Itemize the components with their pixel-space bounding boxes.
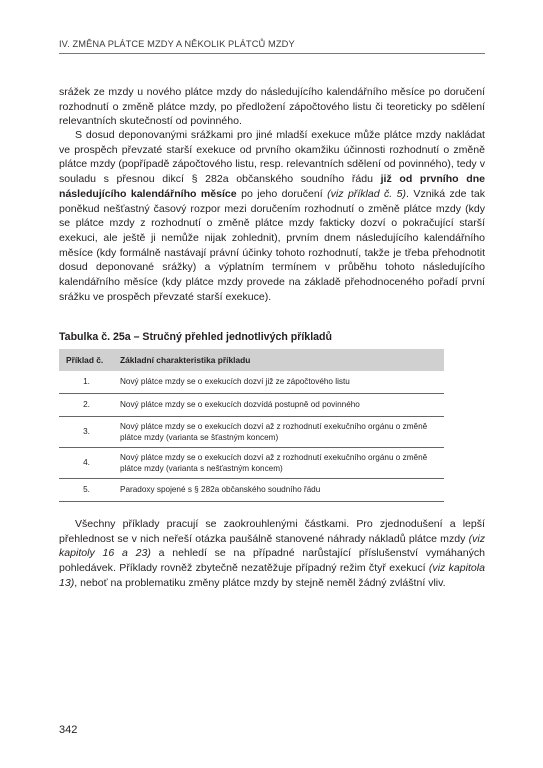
chapter-reference: (viz kapitoly 16 a 23) xyxy=(59,532,485,560)
row-description: Nový plátce mzdy se o exekucích dozvídá postupně od povinného xyxy=(114,394,444,417)
paragraph-examples-note xyxy=(59,517,485,591)
table-row xyxy=(59,448,444,479)
column-header-number: Příklad č. xyxy=(59,349,114,371)
paragraph-text: . Vzniká zde tak poněkud nešťastný časový rozpor mezi doručením rozhodnutí o změně plátce mzdy (kdy se plátce mzdy z rozhodnutí o změně plátce mzdy fakticky dozví o pokračující starší exekuci, ale ještě ji nemůže nijak zohlednit), prvním dnem následujícího kalendářního měsíce (kdy formálně nastávají právní účinky tohoto rozhodnutí, takže je třeba přehodnotit dosud deponované srážky) a výplatním termínem v průběhu tohoto následujícího kalendářního měsíce (kdy plátce mzdy provede na základě přehodnoceného pořadí první srážku ve prospěch převzaté starší exekuce). xyxy=(59,187,485,303)
paragraph-text: a nehledí se na případné narůstající příslušenství vymáhaných pohledávek. Příklady rovněž zbytečně nezatěžuje případný režim čtyř exekucí xyxy=(59,547,485,575)
paragraph-continuation: srážek ze mzdy u nového plátce mzdy do následujícího kalendářního měsíce po doručení rozhodnutí o změně plátce mzdy, po předložení zápočtového listu či teoreticky po sdělení relevantních skutečností od povinného. xyxy=(59,86,485,128)
column-header-description: Základní charakteristika příkladu xyxy=(114,349,444,371)
paragraph-emphasis: již od prvního dne následujícího kalendářního měsíce xyxy=(59,173,486,200)
row-number: 1. xyxy=(59,371,114,394)
table-row xyxy=(59,479,444,502)
table-row xyxy=(59,417,444,448)
paragraph-deposited-deductions xyxy=(59,128,485,304)
row-description: Nový plátce mzdy se o exekucích dozví až z rozhodnutí exekučního orgánu o změně plátce mzdy (varianta s nešťastným koncem) xyxy=(114,448,444,479)
running-header: IV. ZMĚNA PLÁTCE MZDY A NĚKOLIK PLÁTCŮ MZDY xyxy=(59,39,295,49)
paragraph-text: Všechny příklady pracují se zaokrouhlenými částkami. Pro zjednodušení a lepší přehlednost se v nich neřeší otázka paušálně stanovené náhrady nákladů plátce mzdy xyxy=(59,518,485,545)
row-number: 4. xyxy=(59,448,114,479)
table-header-row xyxy=(59,349,444,371)
row-number: 2. xyxy=(59,394,114,417)
row-number: 5. xyxy=(59,479,114,502)
row-description: Nový plátce mzdy se o exekucích dozví až z rozhodnutí exekučního orgánu o změně plátce mzdy (varianta se šťastným koncem) xyxy=(114,417,444,448)
example-reference: (viz příklad č. 5) xyxy=(327,187,407,200)
row-number: 3. xyxy=(59,417,114,448)
table-row xyxy=(59,394,444,417)
page-number: 342 xyxy=(59,724,78,736)
row-description: Paradoxy spojené s § 282a občanského soudního řádu xyxy=(114,479,444,502)
paragraph-text: S dosud deponovanými srážkami pro jiné mladší exekuce může plátce mzdy nakládat ve prospěch převzaté starší exekuce od prvního okamžiku účinnosti rozhodnutí o změně plátce mzdy (popřípadě zápočtového listu, resp. relevantních sdělení od povinného), tedy v souladu s přesnou dikcí § 282a občanského soudního řádu xyxy=(59,129,485,186)
examples-table xyxy=(59,349,444,502)
chapter-reference: (viz kapitola 13) xyxy=(59,562,485,589)
table-row xyxy=(59,371,444,394)
paragraph-text: , neboť na problematiku změny plátce mzdy by stejně neměl žádný zvláštní vliv. xyxy=(74,576,446,589)
paragraph-text: po jeho doručení xyxy=(236,187,328,200)
row-description: Nový plátce mzdy se o exekucích dozví již ze zápočtového listu xyxy=(114,371,444,394)
header-divider xyxy=(59,53,485,54)
table-caption: Tabulka č. 25a – Stručný přehled jednotlivých příkladů xyxy=(59,331,332,343)
